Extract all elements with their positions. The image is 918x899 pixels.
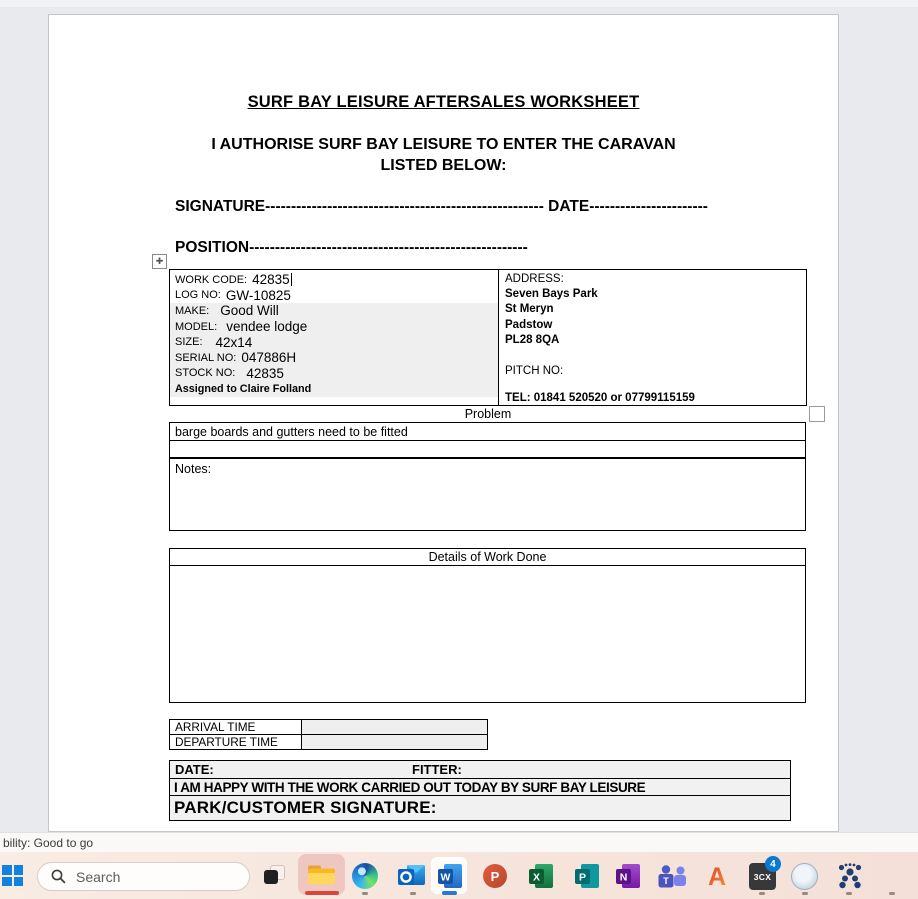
document-page[interactable]: [48, 14, 839, 832]
address-line-4: PL28 8QA: [505, 333, 560, 346]
outlook-icon[interactable]: [398, 864, 427, 889]
stock-no-row: [175, 366, 498, 382]
letter-a-app-icon[interactable]: [704, 863, 730, 889]
work-code-label: WORK CODE:: [175, 273, 248, 286]
caravan-details-table: [169, 269, 807, 406]
problem-table[interactable]: [169, 422, 806, 458]
arrival-row: [170, 720, 487, 735]
circular-app-running-indicator: [802, 892, 808, 895]
window-top-strip: [0, 0, 918, 7]
model-value: vendee lodge: [226, 319, 308, 335]
make-label: MAKE:: [175, 304, 210, 317]
task-view-icon[interactable]: [264, 865, 286, 885]
svg-text:P: P: [490, 869, 500, 884]
winlogo-sq1: [2, 865, 12, 875]
size-value: 42x14: [215, 334, 253, 350]
file-explorer-attention-underline: [305, 891, 339, 895]
circular-app-icon[interactable]: [791, 863, 818, 890]
edge-running-indicator: [362, 892, 368, 895]
authorise-line2: LISTED BELOW:: [380, 157, 507, 174]
threecx-label: 3CX: [753, 871, 772, 882]
assigned-note: Assigned to Claire Folland: [175, 382, 312, 395]
tel-line: TEL: 01841 520520 or 07799115159: [505, 392, 695, 404]
departure-time-label: DEPARTURE TIME: [170, 735, 302, 749]
table-move-handle-icon[interactable]: ✚: [152, 254, 167, 269]
word-icon[interactable]: [437, 863, 463, 889]
threecx-running-indicator: [759, 892, 765, 895]
serial-no-label: SERIAL NO:: [175, 351, 237, 364]
hidden-app-running-indicator: [889, 892, 895, 895]
work-done-header: Details of Work Done: [170, 549, 805, 566]
arrival-time-label: ARRIVAL TIME: [170, 720, 302, 734]
windows-start-icon[interactable]: [2, 865, 23, 886]
problem-empty-row[interactable]: [170, 441, 805, 457]
taskbar: [0, 852, 918, 899]
signoff-table: [169, 760, 791, 821]
publisher-icon[interactable]: [574, 864, 600, 889]
search-icon: [50, 868, 67, 885]
address-line-3: Padstow: [505, 318, 553, 331]
svg-text:T: T: [663, 876, 669, 886]
position-line: POSITION------------------------------------------------------: [175, 239, 528, 256]
search-input[interactable]: [37, 862, 250, 891]
happy-statement: I AM HAPPY WITH THE WORK CARRIED OUT TODAY BY SURF BAY LEISURE: [170, 779, 790, 796]
serial-no-row: [175, 350, 498, 366]
authorise-statement: [49, 134, 838, 176]
notes-box[interactable]: [169, 458, 806, 531]
text-cursor: [291, 273, 292, 286]
model-row: [175, 319, 498, 335]
table-resize-handle[interactable]: [809, 406, 825, 422]
work-done-table[interactable]: [169, 548, 806, 703]
excel-icon[interactable]: [528, 864, 554, 889]
teams-icon[interactable]: [658, 865, 687, 888]
departure-row: [170, 735, 487, 749]
svg-text:N: N: [619, 871, 628, 884]
log-no-row: [175, 288, 498, 304]
svg-text:A: A: [707, 863, 727, 889]
word-status-bar: [0, 832, 918, 852]
problem-entry[interactable]: barge boards and gutters need to be fitted: [170, 423, 805, 441]
address-line-1: Seven Bays Park: [505, 288, 598, 300]
address-label: ADDRESS:: [505, 273, 564, 285]
threecx-icon[interactable]: [749, 858, 776, 890]
task-view-front-square: [264, 870, 278, 884]
size-row: [175, 334, 498, 350]
arrival-time-value-cell[interactable]: [302, 720, 487, 734]
make-value: Good Will: [220, 303, 279, 319]
work-details-cell[interactable]: [170, 270, 499, 405]
fitter-label: FITTER:: [412, 762, 462, 777]
stock-no-label: STOCK NO:: [175, 367, 236, 380]
date-fitter-row[interactable]: [170, 761, 790, 779]
notification-badge: 4: [765, 856, 781, 872]
taskbar-search[interactable]: [37, 862, 250, 891]
problem-header: Problem: [464, 407, 512, 421]
winlogo-sq3: [2, 877, 12, 887]
serial-no-value: 047886H: [241, 350, 297, 366]
word-active-underline: [442, 891, 457, 895]
work-done-entry-area[interactable]: [170, 566, 805, 702]
svg-text:X: X: [532, 871, 541, 884]
edge-icon[interactable]: [352, 863, 378, 889]
work-code-value: 42835: [252, 272, 290, 288]
winlogo-sq2: [14, 865, 24, 875]
people-dots-app-icon[interactable]: [837, 863, 863, 890]
onenote-icon[interactable]: [615, 864, 641, 889]
customer-signature-label[interactable]: PARK/CUSTOMER SIGNATURE:: [174, 798, 437, 817]
worksheet-title: SURF BAY LEISURE AFTERSALES WORKSHEET: [247, 93, 640, 111]
svg-text:W: W: [440, 871, 451, 884]
file-explorer-icon[interactable]: [306, 862, 337, 888]
work-code-row: [175, 272, 498, 288]
address-line-2: St Meryn: [505, 303, 554, 316]
signature-line: SIGNATURE------------------------------------------------------ DATE-----------------------: [175, 198, 708, 215]
log-no-value: GW-10825: [225, 287, 291, 303]
pitch-no-label: PITCH NO:: [505, 365, 564, 377]
people-app-running-indicator: [846, 892, 852, 895]
departure-time-value-cell[interactable]: [302, 735, 487, 749]
stock-no-value: 42835: [246, 365, 284, 381]
authorise-line1: I AUTHORISE SURF BAY LEISURE TO ENTER THE CARAVAN: [211, 136, 676, 153]
winlogo-sq4: [14, 877, 24, 887]
make-row: [175, 303, 498, 319]
accessibility-status[interactable]: bility: Good to go: [3, 835, 94, 850]
outlook-running-indicator: [410, 892, 416, 895]
time-table: [169, 719, 488, 750]
powerpoint-icon[interactable]: [482, 863, 508, 889]
svg-text:P: P: [578, 871, 587, 884]
notes-label: Notes:: [175, 462, 212, 476]
model-label: MODEL:: [175, 320, 218, 333]
log-no-label: LOG NO:: [175, 289, 221, 302]
size-label: SIZE:: [175, 336, 203, 349]
address-cell[interactable]: [499, 270, 806, 405]
date-label: DATE:: [175, 762, 214, 777]
